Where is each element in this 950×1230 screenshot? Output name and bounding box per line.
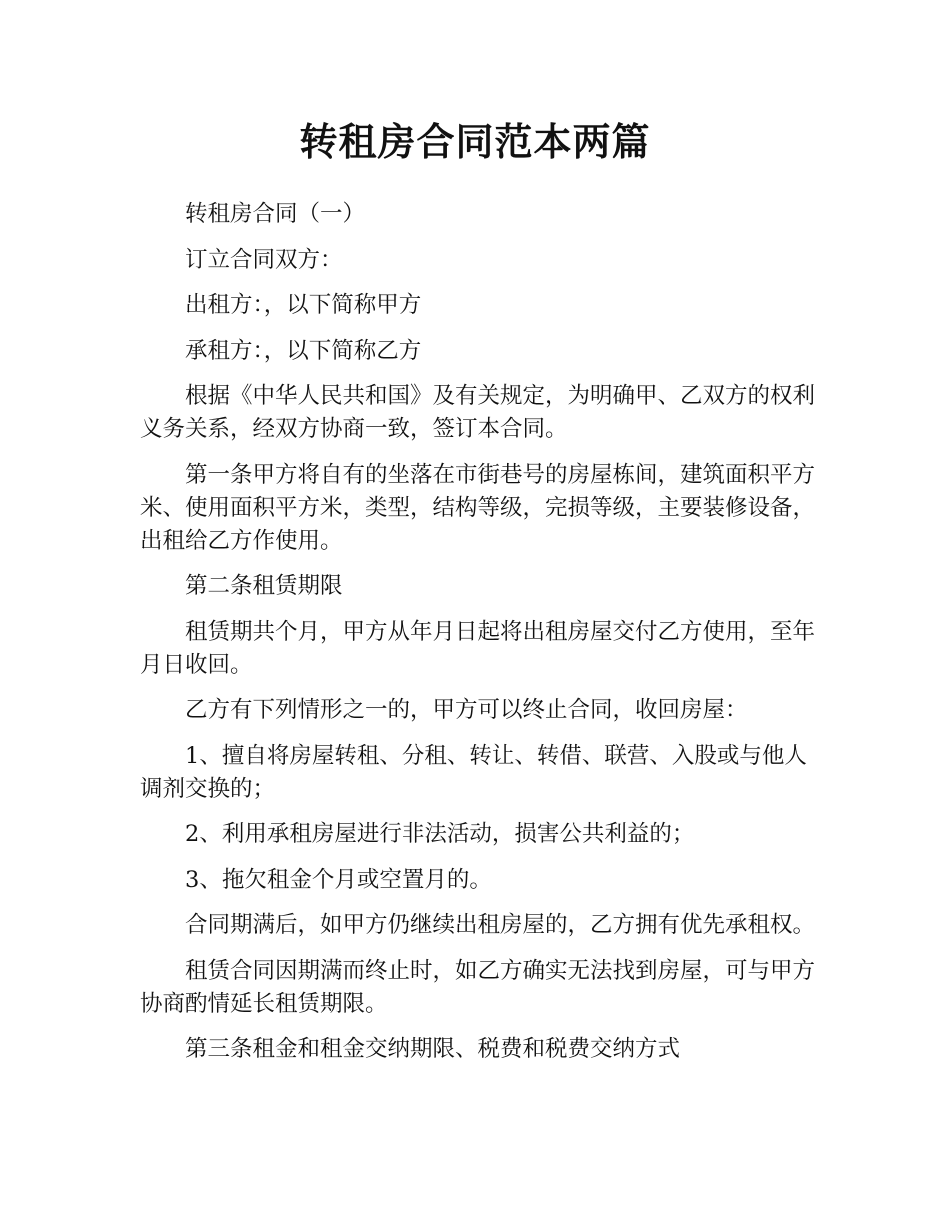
list-item-condition-3: 3、拖欠租金个月或空置月的。 — [185, 866, 492, 893]
paragraph-parties-intro: 订立合同双方： — [185, 246, 343, 273]
list-item-condition-1: 1、擅自将房屋转租、分租、转让、转借、联营、入股或与他人调剂交换的； — [140, 742, 807, 802]
paragraph-article-two-heading: 第二条租赁期限 — [185, 573, 343, 599]
section-heading-contract-one: 转租房合同（一） — [185, 201, 366, 227]
paragraph-lease-term: 租赁期共个月，甲方从年月日起将出租房屋交付乙方使用，至年月日收回。 — [140, 618, 816, 678]
paragraph-renewal-priority: 合同期满后，如甲方仍继续出租房屋的，乙方拥有优先承租权。 — [185, 912, 816, 938]
paragraph-lessee: 承租方：，以下简称乙方 — [185, 337, 422, 364]
paragraph-article-one: 第一条甲方将自有的坐落在市街巷号的房屋栋间，建筑面积平方米、使用面积平方米，类型，结构等级，完损等级，主要装修设备，出租给乙方作使用。 — [140, 461, 816, 554]
document-body — [140, 198, 820, 1079]
paragraph-article-three-heading: 第三条租金和租金交纳期限、税费和税费交纳方式 — [185, 1036, 681, 1062]
list-item-condition-2: 2、利用承租房屋进行非法活动，损害公共利益的； — [185, 821, 695, 847]
paragraph-extension: 租赁合同因期满而终止时，如乙方确实无法找到房屋，可与甲方协商酌情延长租赁期限。 — [140, 957, 816, 1017]
paragraph-preamble: 根据《中华人民共和国》及有关规定，为明确甲、乙双方的权利义务关系，经双方协商一致，签订本合同。 — [140, 383, 816, 442]
document-title: 转租房合同范本两篇 — [299, 120, 651, 164]
paragraph-termination-conditions: 乙方有下列情形之一的，甲方可以终止合同，收回房屋： — [185, 697, 748, 723]
paragraph-lessor: 出租方：，以下简称甲方 — [185, 292, 422, 318]
